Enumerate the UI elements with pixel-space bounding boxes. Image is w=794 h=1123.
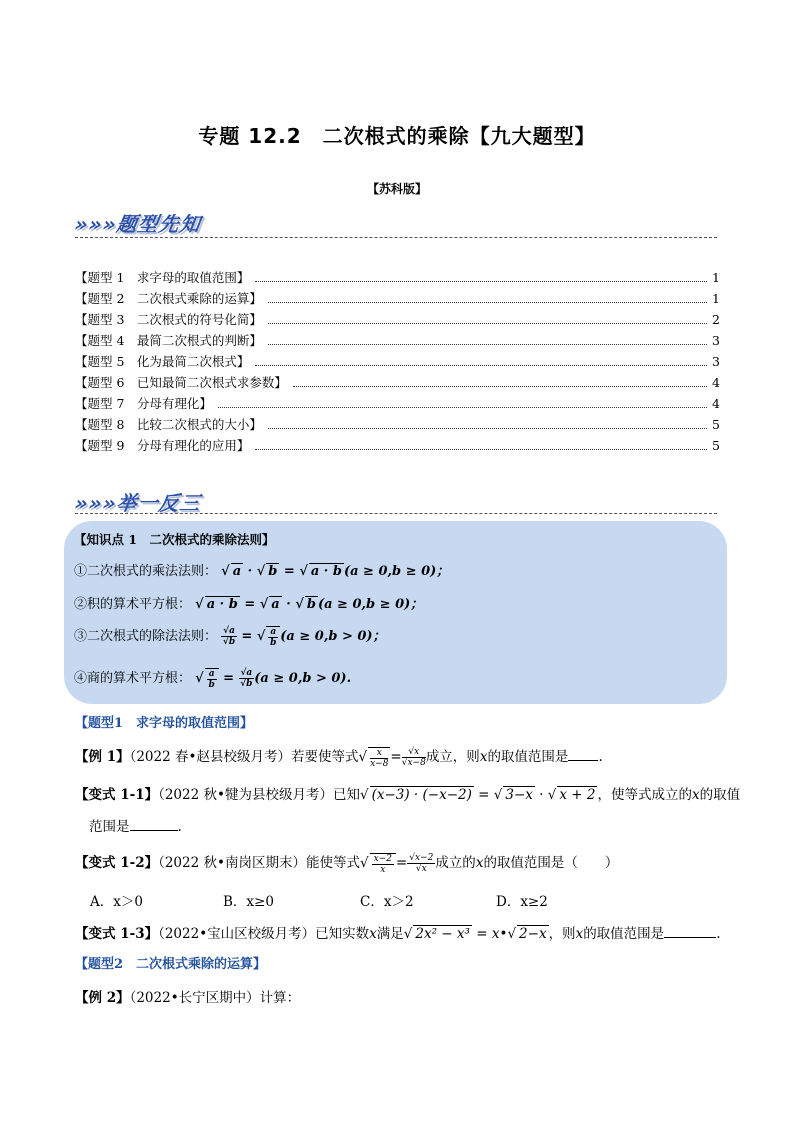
toc-page-number: 5 [712, 417, 720, 432]
toc-leader-dots [255, 281, 707, 282]
option-d[interactable]: D．x≥2 [496, 894, 548, 910]
toc-entry-label: 【题型 7 分母有理化】 [75, 396, 212, 411]
toc-page-number: 4 [712, 396, 720, 411]
variant-1-2: 【变式 1-2】（2022 秋•南岗区期末）能使等式√ $\frac{x-2}{x}$ = $\frac{√x-2}{√x}$ 成立的x的取值范围是（ ） [75, 853, 619, 875]
knowledge-heading: 【知识点 1 二次根式的乘除法则】 [74, 532, 275, 547]
toc-entry[interactable] [75, 415, 720, 436]
rule-product-root: ②积的算术平方根： √ a · b = √ a · √ b (a ≥ 0,b ≥ 0)； [74, 597, 424, 612]
examples-banner: »»»举一反三 [73, 491, 203, 515]
example-1: 【例 1】（2022 春•赵县校级月考）若要使等式√ $\frac{x}{x-8}$ = $\frac{√x}{√x-8}$ 成立，则x的取值范围是 . [75, 747, 603, 769]
toc-entry-label: 【题型 6 已知最简二次根式求参数】 [75, 375, 287, 390]
divider [75, 237, 717, 238]
toc-leader-dots [268, 302, 707, 303]
toc-entry[interactable] [75, 436, 720, 457]
toc-entry[interactable] [75, 310, 720, 331]
toc-entry[interactable] [75, 289, 720, 310]
option-c[interactable]: C．x＞2 [360, 894, 414, 910]
toc-entry-label: 【题型 1 求字母的取值范围】 [75, 270, 250, 285]
rule-quotient-root: ④商的算术平方根： √ $\frac{a}{b}$ = $\frac{√a}{√b}$ (a ≥ 0,b > 0). [74, 668, 352, 690]
table-of-contents [75, 268, 720, 457]
rule-multiplication: ①二次根式的乘法法则： √ a · √ b = √ a · b (a ≥ 0,b ≥ 0)； [74, 564, 450, 579]
edition-label: 【苏科版】 [366, 182, 427, 196]
toc-entry[interactable] [75, 331, 720, 352]
toc-entry[interactable] [75, 268, 720, 289]
section-heading-1: 【题型1 求字母的取值范围】 [75, 716, 254, 731]
option-a[interactable]: A．x＞0 [90, 894, 143, 910]
section-heading-2: 【题型2 二次根式乘除的运算】 [75, 957, 267, 972]
toc-entry[interactable] [75, 373, 720, 394]
page-title: 专题 12.2 二次根式的乘除【九大题型】 [198, 124, 596, 148]
toc-entry-label: 【题型 4 最简二次根式的判断】 [75, 333, 262, 348]
toc-leader-dots [218, 407, 707, 408]
toc-leader-dots [268, 428, 707, 429]
toc-page-number: 4 [712, 375, 720, 390]
toc-entry-label: 【题型 5 化为最简二次根式】 [75, 354, 250, 369]
toc-page-number: 1 [712, 270, 720, 285]
divider [75, 513, 717, 514]
toc-page-number: 3 [712, 333, 720, 348]
toc-leader-dots [268, 323, 707, 324]
toc-leader-dots [255, 365, 707, 366]
toc-leader-dots [293, 386, 707, 387]
knowledge-box [64, 521, 727, 704]
variant-1-1-cont: 范围是 . [89, 819, 182, 835]
rule-division: ③二次根式的除法法则： $\frac{√a}{√b}$ = √ $\frac{a}{b}$ (a ≥ 0,b > 0)； [74, 626, 386, 648]
toc-leader-dots [255, 449, 707, 450]
variant-1-1: 【变式 1-1】（2022 秋•犍为县校级月考）已知√ (x−3) · (−x−2) = √ 3−x · √ x + 2 ，使等式成立的x的取值 [75, 787, 741, 803]
toc-page-number: 3 [712, 354, 720, 369]
toc-leader-dots [268, 344, 707, 345]
toc-entry[interactable] [75, 394, 720, 415]
example-2: 【例 2】（2022•长宁区期中）计算： [75, 990, 301, 1006]
toc-entry-label: 【题型 8 比较二次根式的大小】 [75, 417, 262, 432]
toc-page-number: 1 [712, 291, 720, 306]
option-b[interactable]: B．x≥0 [223, 894, 274, 910]
toc-entry-label: 【题型 9 分母有理化的应用】 [75, 438, 250, 453]
variant-1-3: 【变式 1-3】（2022•宝山区校级月考）已知实数x满足√ 2x² − x³ = x•√ 2−x ，则x的取值范围是 . [75, 926, 721, 942]
toc-banner: »»»题型先知 [73, 212, 203, 236]
toc-entry[interactable] [75, 352, 720, 373]
toc-entry-label: 【题型 3 二次根式的符号化简】 [75, 312, 262, 327]
toc-entry-label: 【题型 2 二次根式乘除的运算】 [75, 291, 262, 306]
toc-page-number: 5 [712, 438, 720, 453]
toc-page-number: 2 [712, 312, 720, 327]
